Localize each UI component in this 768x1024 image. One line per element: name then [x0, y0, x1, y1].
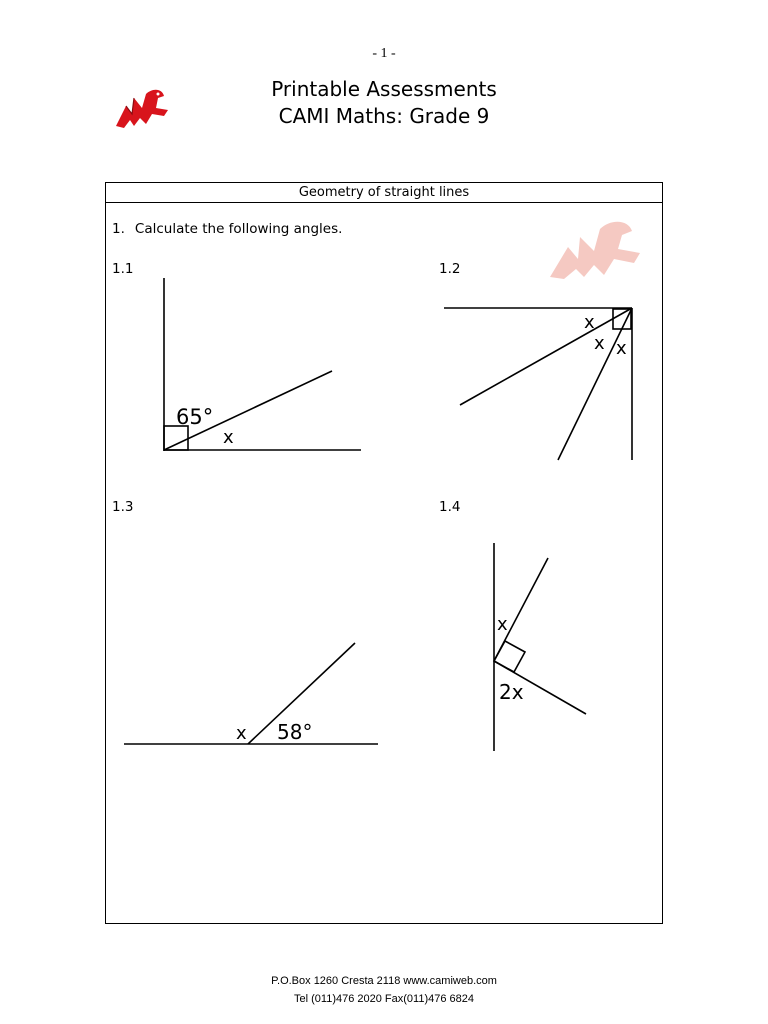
unknown-x-label: x	[497, 614, 508, 635]
ray-2	[558, 308, 632, 460]
right-angle-marker	[494, 641, 525, 672]
unknown-x-label: x	[236, 723, 247, 744]
question-text: Calculate the following angles.	[134, 221, 343, 237]
unknown-x-label: x	[223, 427, 234, 448]
angle-58-label: 58°	[277, 720, 313, 744]
problem-1-3-label: 1.3	[112, 499, 134, 515]
unknown-x-label-1: x	[584, 312, 595, 333]
title-line-1: Printable Assessments	[271, 77, 497, 101]
diagram-1-2	[444, 308, 632, 460]
right-angle-marker	[613, 309, 631, 329]
unknown-x-label-2: x	[594, 333, 605, 354]
angle-65-label: 65°	[176, 405, 214, 429]
problem-1-2-label: 1.2	[439, 261, 461, 277]
angle-2x-label: 2x	[499, 680, 524, 704]
problem-1-1-label: 1.1	[112, 261, 134, 277]
diagram-1-4	[494, 543, 586, 751]
right-angle-marker	[164, 426, 188, 450]
footer-address: P.O.Box 1260 Cresta 2118 www.camiweb.com	[271, 975, 497, 987]
footer-contact	[0, 972, 768, 1008]
unknown-x-label-3: x	[616, 338, 627, 359]
section-heading: Geometry of straight lines	[106, 183, 662, 203]
problem-1-4-label: 1.4	[439, 499, 461, 515]
title-line-2: CAMI Maths: Grade 9	[278, 104, 490, 128]
question-number: 1.	[112, 221, 125, 237]
ray-1	[460, 308, 632, 405]
diagram-1-3	[124, 643, 378, 744]
page-number: - 1 -	[372, 46, 396, 61]
footer-phone: Tel (011)476 2020 Fax(011)476 6824	[294, 993, 474, 1005]
